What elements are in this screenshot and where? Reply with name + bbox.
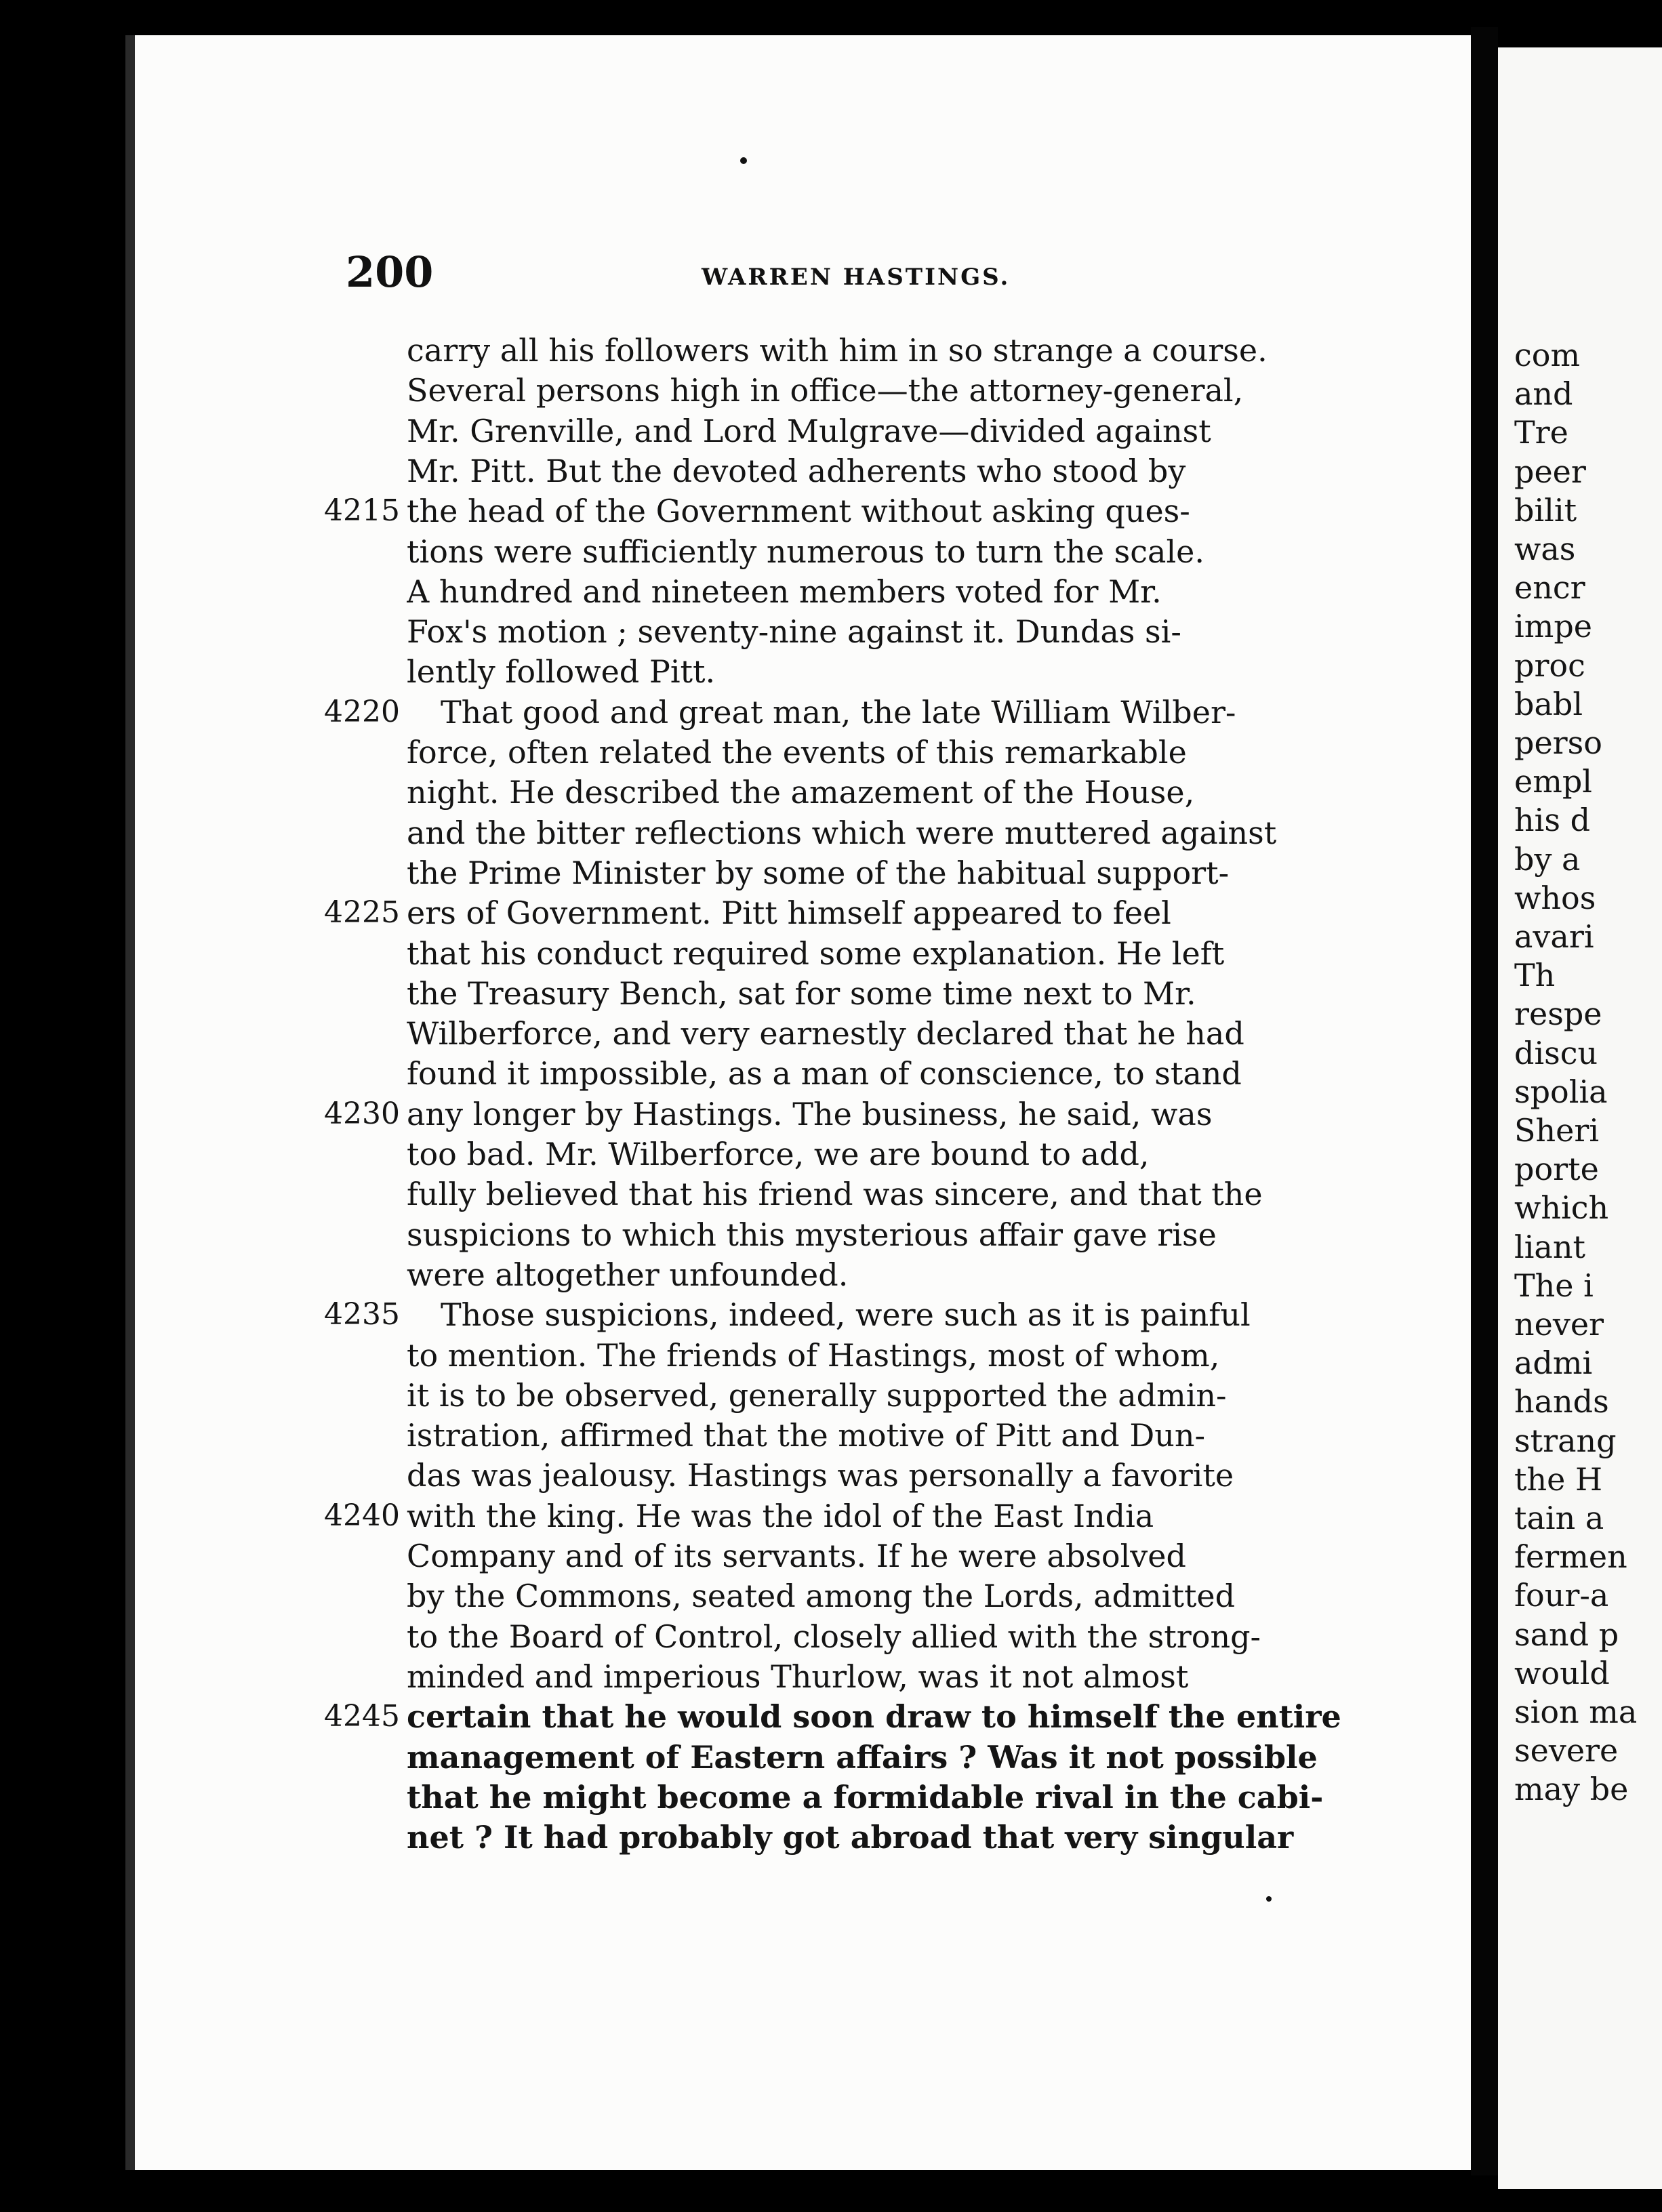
text-line: A hundred and nineteen members voted for Mr. [407,573,1162,610]
text-line: That good and great man, the late William Wilber- [441,694,1236,731]
text-line: Fox's motion ; seventy-nine against it. Dundas si- [407,613,1181,650]
right-page-fragment: the H [1514,1461,1603,1498]
right-page-fragment: encr [1514,569,1585,606]
text-line: that he might become a formidable rival in the cabi- [407,1779,1324,1816]
line-number: 4220 [324,695,400,729]
ink-speck [1266,1896,1272,1902]
text-line: ers of Government. Pitt himself appeared to feel [407,895,1171,931]
right-page-fragment: com [1514,337,1581,373]
right-page-fragment: respe [1514,996,1602,1032]
line-number: 4240 [324,1498,400,1533]
text-line: that his conduct required some explanation. He left [407,935,1225,972]
right-page-fragment: by a [1514,841,1581,878]
text-line: night. He described the amazement of the House, [407,774,1195,811]
right-page-fragment: four-a [1514,1577,1609,1614]
text-line: it is to be observed, generally supported the admin- [407,1377,1227,1414]
page-number: 200 [346,247,434,297]
right-page-fragment: his d [1514,802,1591,838]
right-page-fragment: bilit [1514,492,1577,529]
text-line: Company and of its servants. If he were absolved [407,1538,1186,1574]
text-line: to the Board of Control, closely allied with the strong- [407,1618,1261,1655]
right-page-fragment: proc [1514,647,1585,684]
book-gutter [1471,27,1498,2175]
text-line: the Prime Minister by some of the habitual support- [407,855,1230,891]
text-line: das was jealousy. Hastings was personally a favorite [407,1457,1234,1494]
line-number: 4235 [324,1297,400,1332]
right-page-fragment: may be [1514,1771,1629,1807]
text-line: the head of the Government without asking ques- [407,493,1190,529]
right-page-fragment: fermen [1514,1538,1627,1575]
right-page-fragment: avari [1514,918,1594,955]
right-page-fragment: sion ma [1514,1694,1638,1730]
right-page-fragment: hands [1514,1383,1609,1420]
line-number: 4245 [324,1699,400,1734]
right-page-fragment: strang [1514,1422,1617,1459]
text-line: lently followed Pitt. [407,653,716,690]
right-page-fragment: peer [1514,453,1586,490]
right-page-fragment: babl [1514,686,1583,722]
text-line: net ? It had probably got abroad that very singular [407,1819,1294,1856]
right-page-fragment: whos [1514,880,1596,916]
text-line: to mention. The friends of Hastings, most of whom, [407,1337,1220,1374]
line-number: 4225 [324,895,400,930]
text-line: Several persons high in office—the attorney-general, [407,372,1244,409]
right-page-fragment: would [1514,1655,1610,1692]
text-line: with the king. He was the idol of the East India [407,1498,1154,1534]
right-page-fragment: Th [1514,957,1556,994]
line-number: 4230 [324,1097,400,1131]
text-line: istration, affirmed that the motive of Pitt and Dun- [407,1417,1206,1454]
text-line: the Treasury Bench, sat for some time next to Mr. [407,975,1196,1012]
text-line: management of Eastern affairs ? Was it not possible [407,1739,1318,1776]
right-page-fragment: perso [1514,724,1602,761]
right-page-fragment: porte [1514,1151,1599,1187]
text-line: too bad. Mr. Wilberforce, we are bound to add, [407,1136,1150,1172]
right-page-fragment: was [1514,531,1576,567]
text-line: certain that he would soon draw to himself the entire [407,1698,1341,1735]
right-page-fragment: Tre [1514,414,1568,451]
text-line: fully believed that his friend was sincere, and that the [407,1176,1263,1212]
right-page-fragment: Sheri [1514,1112,1600,1149]
text-line: carry all his followers with him in so strange a course. [407,332,1268,369]
right-page-fragment: impe [1514,608,1592,644]
right-page-fragment: The i [1514,1267,1594,1304]
text-line: suspicions to which this mysterious affair gave rise [407,1216,1217,1253]
text-line: by the Commons, seated among the Lords, admitted [407,1578,1236,1614]
text-line: any longer by Hastings. The business, he said, was [407,1096,1213,1132]
right-page-fragment: never [1514,1306,1604,1343]
text-line: Mr. Grenville, and Lord Mulgrave—divided against [407,413,1211,449]
line-number: 4215 [324,493,400,528]
text-line: minded and imperious Thurlow, was it not almost [407,1658,1189,1695]
running-title: WARREN HASTINGS. [702,264,1011,291]
running-head [346,247,1362,308]
right-page-fragment: liant [1514,1229,1585,1265]
right-page-fragment: discu [1514,1035,1598,1071]
right-page-fragment: admi [1514,1345,1593,1381]
text-line: Those suspicions, indeed, were such as it is painful [441,1296,1251,1333]
right-page-fragment: sand p [1514,1616,1619,1653]
right-page-fragment: spolia [1514,1073,1608,1110]
right-page-fragment: which [1514,1189,1609,1226]
right-page-fragment: tain a [1514,1500,1604,1536]
ink-speck [740,157,747,164]
text-line: were altogether unfounded. [407,1256,849,1293]
right-page-fragment: severe [1514,1732,1619,1769]
text-line: Mr. Pitt. But the devoted adherents who stood by [407,453,1186,489]
right-page-fragment: empl [1514,763,1592,800]
text-line: force, often related the events of this remarkable [407,734,1187,771]
text-line: tions were sufficiently numerous to turn the scale. [407,533,1205,570]
text-line: Wilberforce, and very earnestly declared that he had [407,1015,1244,1052]
right-page-fragment: and [1514,375,1573,412]
text-line: and the bitter reflections which were muttered against [407,815,1277,851]
text-line: found it impossible, as a man of conscience, to stand [407,1055,1242,1092]
